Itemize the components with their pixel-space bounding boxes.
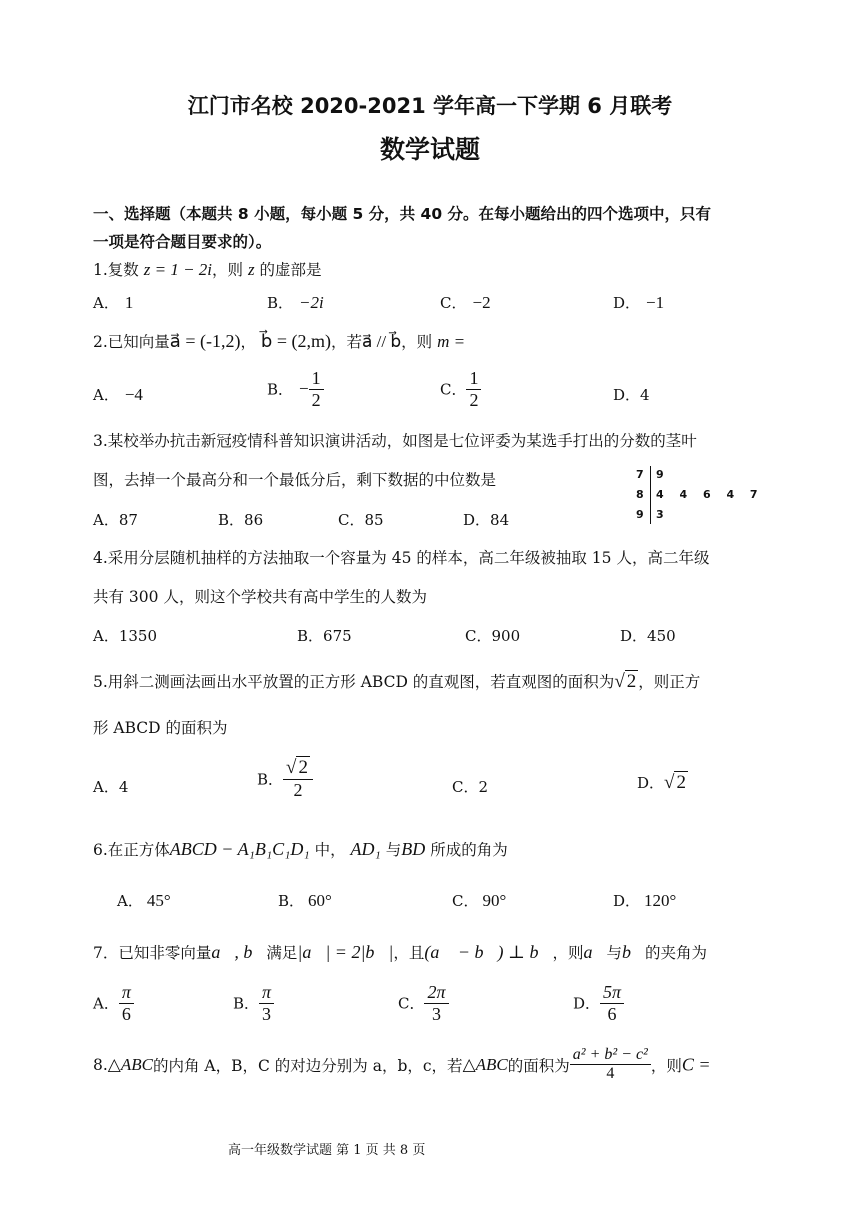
section-heading-line1: 一、选择题（本题共 8 小题，每小题 5 分，共 40 分。在每小题给出的四个选项中，只有	[93, 205, 712, 223]
leaf-values: 3	[656, 508, 664, 521]
question-3-line2: 图，去掉一个最高分和一个最低分后，剩下数据的中位数是	[93, 471, 497, 489]
exam-title: 江门市名校 2020-2021 学年高一下学期 6 月联考	[187, 94, 673, 118]
q3-option-b: B．86	[218, 511, 264, 529]
sqrt-expression: √ 2	[664, 772, 686, 793]
q7-option-b: B． $\frac{\pi}{3}$	[233, 982, 274, 1024]
fraction: $\frac{5\pi}{6}$	[600, 982, 624, 1024]
q1-option-c: C． −2	[440, 293, 491, 312]
q4-option-d: D．450	[620, 627, 676, 645]
section-heading-line2: 一项是符合题目要求的）。	[93, 233, 272, 251]
q5-option-c: C．2	[452, 778, 489, 796]
q3-option-d: D．84	[463, 511, 510, 529]
question-4-line1: 4.采用分层随机抽样的方法抽取一个容量为 45 的样本，高二年级被抽取 15 人，高二年级	[93, 549, 710, 567]
fraction: $\frac{\text{a² + b² − c²}}{4}$	[570, 1046, 651, 1084]
q4-option-b: B．675	[297, 627, 352, 645]
question-4-line2: 共有 300 人，则这个学校共有高中学生的人数为	[93, 588, 427, 606]
exam-subtitle: 数学试题	[379, 135, 480, 164]
fraction: $\frac{2\pi}{3}$	[424, 982, 448, 1024]
fraction: $\frac{√ 2}{2}$	[283, 757, 313, 801]
question-3-line1: 3.某校举办抗击新冠疫情科普知识演讲活动，如图是七位评委为某选手打出的分数的茎叶	[93, 432, 697, 450]
q3-option-c: C．85	[338, 511, 384, 529]
q4-option-c: C．900	[465, 627, 521, 645]
q4-option-a: A．1350	[93, 627, 158, 645]
q7-option-a: A． $\frac{\pi}{6}$	[93, 982, 134, 1024]
stem-value: 8	[636, 488, 644, 501]
q1-option-a: A． 1	[93, 293, 134, 312]
q2-option-b: B． − $\frac{1}{2}$	[267, 368, 324, 410]
page-footer: 高一年级数学试题 第 1 页 共 8 页	[228, 1143, 426, 1158]
stem-value: 7	[636, 468, 644, 481]
stem-and-leaf-plot	[622, 464, 762, 526]
q6-option-b: B． 60°	[278, 891, 332, 910]
q7-option-c: C． $\frac{2\pi}{3}$	[398, 982, 449, 1024]
question-5-line1: 5.用斜二测画法画出水平放置的正方形 ABCD 的直观图，若直观图的面积为√ 2 ，则正方	[93, 671, 701, 692]
stem-divider	[650, 466, 651, 524]
leaf-values: 9	[656, 468, 664, 481]
fraction: $\frac{\pi}{3}$	[259, 982, 274, 1024]
q2-option-a: A． −4	[93, 385, 143, 404]
fraction: $\frac{\pi}{6}$	[119, 982, 134, 1024]
q2-option-c: C． $\frac{1}{2}$	[440, 368, 481, 410]
question-1-stem: 1.复数 z = 1 − 2i，则 z 的虚部是	[93, 260, 322, 279]
stem-value: 9	[636, 508, 644, 521]
leaf-values: 4 4 6 4 7	[656, 488, 758, 501]
q5-option-b: B． $\frac{√ 2}{2}$	[257, 757, 313, 801]
q1-option-d: D． −1	[613, 293, 665, 312]
q6-option-c: C． 90°	[452, 891, 507, 910]
question-5-line2: 形 ABCD 的面积为	[93, 719, 228, 737]
q1-option-b: B． −2i	[267, 293, 324, 312]
q3-option-a: A．87	[93, 511, 138, 529]
q5-option-d: D．√ 2	[637, 772, 686, 793]
q6-option-d: D． 120°	[613, 891, 677, 910]
q5-option-a: A．4	[93, 778, 129, 796]
q7-option-d: D． $\frac{5\pi}{6}$	[573, 982, 624, 1024]
q6-option-a: A． 45°	[117, 891, 171, 910]
question-6-stem: 6.在正方体ABCD − A₁B₁C₁D₁ 中， AD₁ 与BD 所成的角为	[93, 839, 508, 859]
question-2-stem: 2.已知向量a⃗ = (-1,2)， b⃗ = (2,m)，若a⃗ // b⃗，则 m =	[93, 331, 466, 351]
question-7-stem: 7．已知非零向量a⃗, b⃗满足|a⃗| = 2|b⃗|，且(a⃗ − b⃗) ⊥ b⃗，则a⃗与b⃗的夹角为	[93, 942, 708, 962]
fraction: $\frac{1}{2}$	[466, 368, 481, 410]
fraction: $\frac{1}{2}$	[309, 368, 324, 410]
q2-option-d: D．4	[613, 386, 650, 404]
sqrt-expression: √ 2	[614, 671, 637, 692]
question-8-stem: 8.△ABC的内角 A，B，C 的对边分别为 a，b，c，若△ABC的面积为 $\frac{\text{a² + b² − c²}}{4}$ ，则C =	[93, 1046, 711, 1083]
